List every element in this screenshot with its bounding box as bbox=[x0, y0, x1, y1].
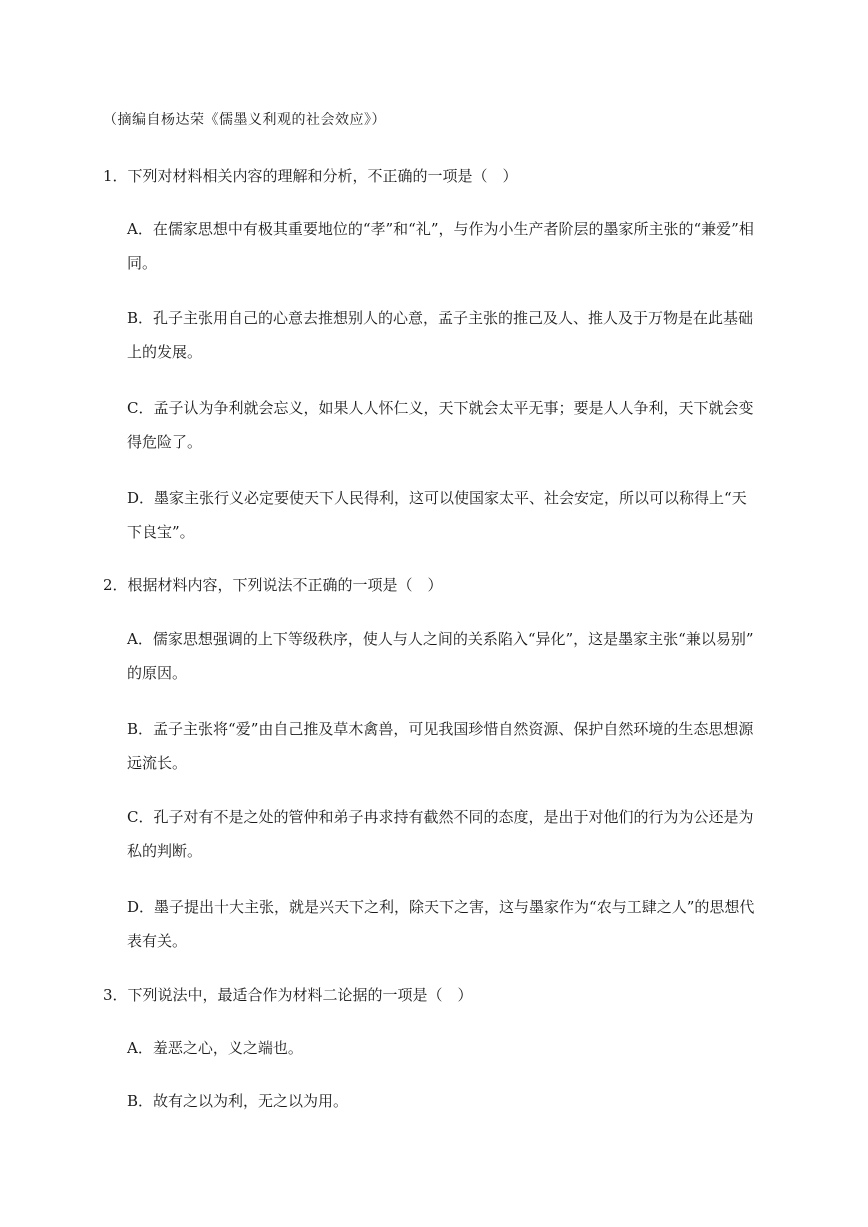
option-line: 表有关。 bbox=[127, 932, 188, 950]
option-line: D．墨子提出十大主张，就是兴天下之利，除天下之害，这与墨家作为“农与工肆之人”的思想代 bbox=[127, 898, 755, 916]
question-2-stem: 2．根据材料内容，下列说法不正确的一项是（ ） bbox=[103, 576, 443, 594]
option-line: C．孔子对有不是之处的管仲和弟子冉求持有截然不同的态度，是出于对他们的行为为公还是为 bbox=[127, 808, 754, 826]
option-line: 得危险了。 bbox=[127, 433, 203, 451]
option-line: B．故有之以为利，无之以为用。 bbox=[127, 1092, 349, 1110]
option-line: 同。 bbox=[127, 254, 158, 272]
option-line: A．在儒家思想中有极其重要地位的“孝”和“礼”，与作为小生产者阶层的墨家所主张的“兼爱”相 bbox=[127, 220, 754, 238]
option-line: 的原因。 bbox=[127, 664, 188, 682]
question-2-option-b bbox=[127, 712, 767, 780]
question-2-option-d bbox=[127, 890, 767, 958]
option-line: 私的判断。 bbox=[127, 842, 203, 860]
option-line: 远流长。 bbox=[127, 754, 188, 772]
question-3-option-b bbox=[127, 1084, 767, 1118]
question-1-stem: 1．下列对材料相关内容的理解和分析，不正确的一项是（ ） bbox=[103, 167, 518, 185]
question-3-option-a bbox=[127, 1031, 767, 1065]
question-1-option-a bbox=[127, 212, 767, 280]
source-citation: （摘编自杨达荣《儒墨义利观的社会效应》） bbox=[103, 112, 386, 128]
option-line: 下良宝”。 bbox=[127, 523, 195, 541]
option-line: A．羞恶之心，义之端也。 bbox=[127, 1039, 303, 1057]
option-line: B．孔子主张用自己的心意去推想别人的心意，孟子主张的推己及人、推人及于万物是在此基础 bbox=[127, 309, 754, 327]
option-line: D．墨家主张行义必定要使天下人民得利，这可以使国家太平、社会安定，所以可以称得上“天 bbox=[127, 489, 747, 507]
option-line: C．孟子认为争利就会忘义，如果人人怀仁义，天下就会太平无事；要是人人争利，天下就会变 bbox=[127, 399, 754, 417]
question-2-option-a bbox=[127, 622, 767, 690]
question-2-option-c bbox=[127, 800, 767, 868]
option-line: B．孟子主张将“爱”由自己推及草木禽兽，可见我国珍惜自然资源、保护自然环境的生态思想源 bbox=[127, 720, 754, 738]
option-line: A．儒家思想强调的上下等级秩序，使人与人之间的关系陷入“异化”，这是墨家主张“兼以易别” bbox=[127, 630, 754, 648]
question-1-option-c bbox=[127, 391, 767, 459]
question-3-stem: 3．下列说法中，最适合作为材料二论据的一项是（ ） bbox=[103, 986, 473, 1004]
option-line: 上的发展。 bbox=[127, 343, 203, 361]
question-1-option-d bbox=[127, 481, 767, 549]
question-1-option-b bbox=[127, 301, 767, 369]
